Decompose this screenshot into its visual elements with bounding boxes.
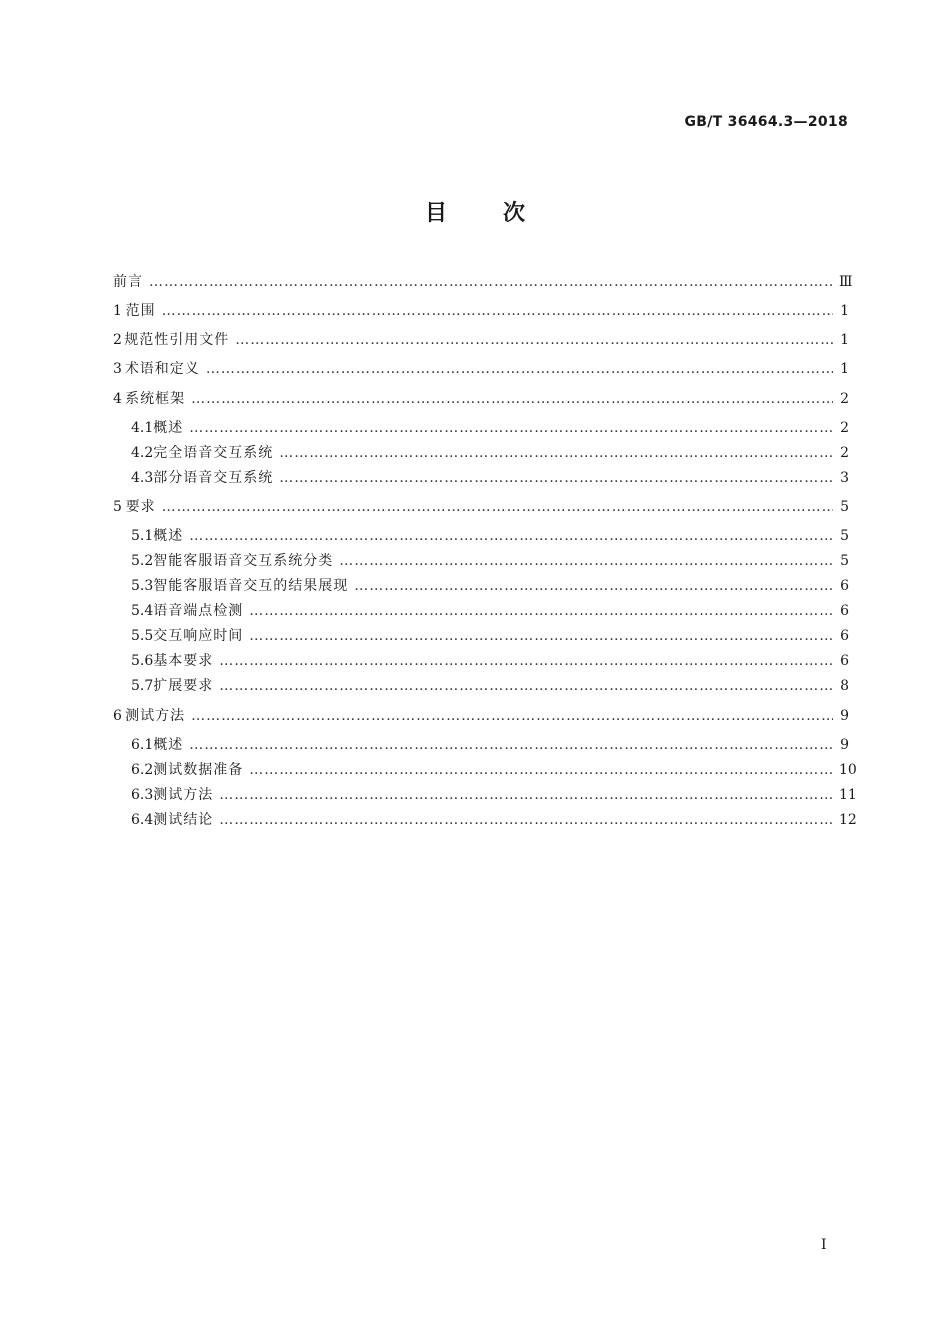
toc-entry-page: 8	[840, 678, 849, 694]
toc-entry-number: 4.3	[131, 470, 154, 486]
toc-leader-dots	[162, 303, 833, 319]
toc-leader-dots	[191, 708, 833, 724]
toc-entry[interactable]	[131, 442, 849, 466]
toc-entry-number: 5.2	[131, 553, 154, 569]
toc-entry-label: 智能客服语音交互系统分类	[153, 553, 334, 569]
toc-entry[interactable]	[131, 784, 857, 808]
toc-leader-dots	[219, 653, 833, 669]
toc-entry-number: 5.1	[131, 528, 154, 544]
toc-leader-dots	[354, 578, 833, 594]
toc-entry-number: 5.6	[131, 653, 154, 669]
toc-entry-page: 6	[840, 578, 849, 594]
toc-entry-number: 4.1	[131, 420, 154, 436]
toc-entry-page: 2	[840, 445, 849, 461]
toc-leader-dots	[219, 787, 833, 803]
toc-leader-dots	[279, 470, 833, 486]
toc-entry-number: 5	[113, 499, 122, 515]
toc-entry[interactable]	[131, 809, 857, 833]
toc-entry[interactable]	[113, 329, 849, 353]
toc-entry-number: 3	[113, 361, 122, 377]
toc-entry-label: 前言	[113, 274, 143, 290]
toc-entry-number: 6.2	[131, 762, 154, 778]
title-char-1: 目	[424, 201, 447, 226]
standard-code: GB/T 36464.3—2018	[684, 114, 848, 130]
title-char-2: 次	[503, 201, 526, 226]
toc-entry-number: 5.4	[131, 603, 154, 619]
toc-entry-number: 2	[113, 332, 122, 348]
toc-entry-number: 5.5	[131, 628, 154, 644]
toc-leader-dots	[235, 332, 833, 348]
page-folio: I	[821, 1237, 827, 1253]
toc-entry[interactable]	[113, 496, 849, 520]
toc-entry[interactable]	[131, 675, 849, 699]
toc-leader-dots	[339, 553, 833, 569]
toc-entry[interactable]	[131, 575, 849, 599]
toc-leader-dots	[279, 445, 833, 461]
toc-entry[interactable]	[131, 550, 849, 574]
toc-entry[interactable]	[113, 705, 849, 729]
toc-entry-label: 测试数据准备	[153, 762, 244, 778]
toc-leader-dots	[219, 812, 833, 828]
toc-entry-label: 测试方法	[125, 708, 186, 724]
toc-entry-number: 4	[113, 391, 122, 407]
toc-leader-dots	[189, 737, 833, 753]
toc-leader-dots	[206, 361, 833, 377]
toc-entry[interactable]	[131, 734, 849, 758]
toc-entry-label: 规范性引用文件	[124, 332, 230, 348]
toc-entry-label: 完全语音交互系统	[153, 445, 274, 461]
toc-entry[interactable]	[113, 358, 849, 382]
toc-entry-number: 4.2	[131, 445, 154, 461]
toc-entry-label: 概述	[153, 737, 184, 753]
toc-entry-page: 10	[839, 762, 857, 778]
toc-leader-dots	[249, 628, 833, 644]
toc-leader-dots	[189, 528, 833, 544]
toc-entry-page: 2	[840, 420, 849, 436]
toc-entry-label: 概述	[153, 420, 184, 436]
toc-entry[interactable]	[113, 271, 853, 295]
toc-entry[interactable]	[131, 759, 857, 783]
toc-entry-label: 测试结论	[153, 812, 214, 828]
toc-entry-label: 部分语音交互系统	[153, 470, 274, 486]
toc-entry-label: 语音端点检测	[153, 603, 244, 619]
toc-entry-label: 基本要求	[153, 653, 214, 669]
toc-leader-dots	[162, 499, 833, 515]
toc-entry-page: 5	[840, 499, 849, 515]
toc-entry-label: 术语和定义	[124, 361, 200, 377]
toc-leader-dots	[191, 391, 833, 407]
toc-leader-dots	[189, 420, 833, 436]
toc-entry-number: 6.4	[131, 812, 154, 828]
toc-entry-page: 1	[840, 332, 849, 348]
toc-entry-page: 12	[839, 812, 857, 828]
toc-entry-page: 6	[840, 628, 849, 644]
toc-entry-label: 系统框架	[125, 391, 186, 407]
toc-leader-dots	[219, 678, 833, 694]
toc-entry-label: 扩展要求	[153, 678, 214, 694]
toc-entry-page: Ⅲ	[839, 274, 853, 290]
toc-entry-label: 范围	[125, 303, 156, 319]
toc-entry[interactable]	[131, 600, 849, 624]
toc-entry-page: 9	[840, 737, 849, 753]
toc-entry-label: 交互响应时间	[153, 628, 244, 644]
toc-entry-label: 智能客服语音交互的结果展现	[153, 578, 349, 594]
toc-entry-label: 概述	[153, 528, 184, 544]
toc-entry[interactable]	[131, 625, 849, 649]
toc-entry[interactable]	[131, 417, 849, 441]
toc-entry-page: 6	[840, 603, 849, 619]
toc-entry-number: 5.7	[131, 678, 154, 694]
toc-entry-number: 6.3	[131, 787, 154, 803]
toc-entry[interactable]	[113, 388, 849, 412]
toc-entry[interactable]	[113, 300, 849, 324]
toc-entry-number: 6.1	[131, 737, 154, 753]
toc-entry-page: 3	[840, 470, 849, 486]
toc-entry-page: 2	[840, 391, 849, 407]
toc-entry[interactable]	[131, 467, 849, 491]
toc-entry-label: 测试方法	[153, 787, 214, 803]
page-title	[0, 196, 950, 227]
toc-entry-page: 1	[840, 303, 849, 319]
toc-entry[interactable]	[131, 525, 849, 549]
toc-leader-dots	[149, 274, 833, 290]
toc-entry-page: 1	[840, 361, 849, 377]
toc-leader-dots	[249, 603, 833, 619]
toc-entry-page: 11	[839, 787, 857, 803]
toc-entry-page: 9	[840, 708, 849, 724]
toc-entry-label: 要求	[125, 499, 156, 515]
toc-entry-number: 6	[113, 708, 122, 724]
toc-entry-number: 5.3	[131, 578, 154, 594]
toc-entry-page: 5	[840, 528, 849, 544]
toc-entry-number: 1	[113, 303, 122, 319]
toc-entry-page: 5	[840, 553, 849, 569]
toc-entry-page: 6	[840, 653, 849, 669]
toc-leader-dots	[249, 762, 833, 778]
toc-entry[interactable]	[131, 650, 849, 674]
